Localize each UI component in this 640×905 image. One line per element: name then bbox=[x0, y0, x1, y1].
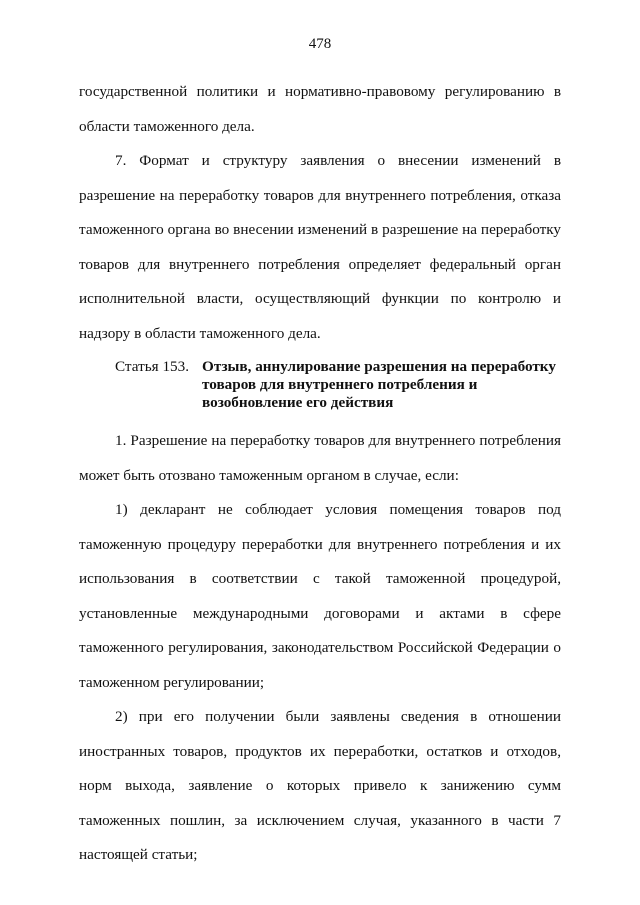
paragraph-continuation: государственной политики и нормативно-правовому регулированию в области таможенного дела. bbox=[79, 83, 561, 135]
article-number: Статья 153. bbox=[115, 358, 190, 375]
article-title: Отзыв, аннулирование разрешения на переработку товаров для внутреннего потребления и возобновление его действия bbox=[202, 358, 556, 411]
paragraph-item-7: 7. Формат и структуру заявления о внесении изменений в разрешение на переработку товаров для внутреннего потребления, отказа таможенного органа во внесении изменений в разрешение на переработку товаров для внутреннего потребления определяет федеральный орган исполнительной власти, осуществляющий функции по контролю и надзору в области таможенного дела. bbox=[79, 152, 561, 342]
paragraph-item-1: 1. Разрешение на переработку товаров для внутреннего потребления может быть отозвано таможенным органом в случае, если: bbox=[79, 432, 561, 484]
article-heading bbox=[79, 358, 561, 412]
page-number: 478 bbox=[308, 36, 332, 52]
paragraph-subitem-1: 1) декларант не соблюдает условия помещения товаров под таможенную процедуру переработки для внутреннего потребления и их использования в соответствии с такой таможенной процедурой, установленные международными договорами и актами в сфере таможенного регулирования, законодательством Российской Федерации о таможенном регулировании; bbox=[79, 501, 561, 691]
paragraph-subitem-2: 2) при его получении были заявлены сведения в отношении иностранных товаров, продуктов их переработки, остатков и отходов, норм выхода, заявление о которых привело к занижению сумм таможенных пошлин, за исключением случая, указанного в части 7 настоящей статьи; bbox=[79, 708, 561, 863]
document-body bbox=[79, 75, 561, 873]
